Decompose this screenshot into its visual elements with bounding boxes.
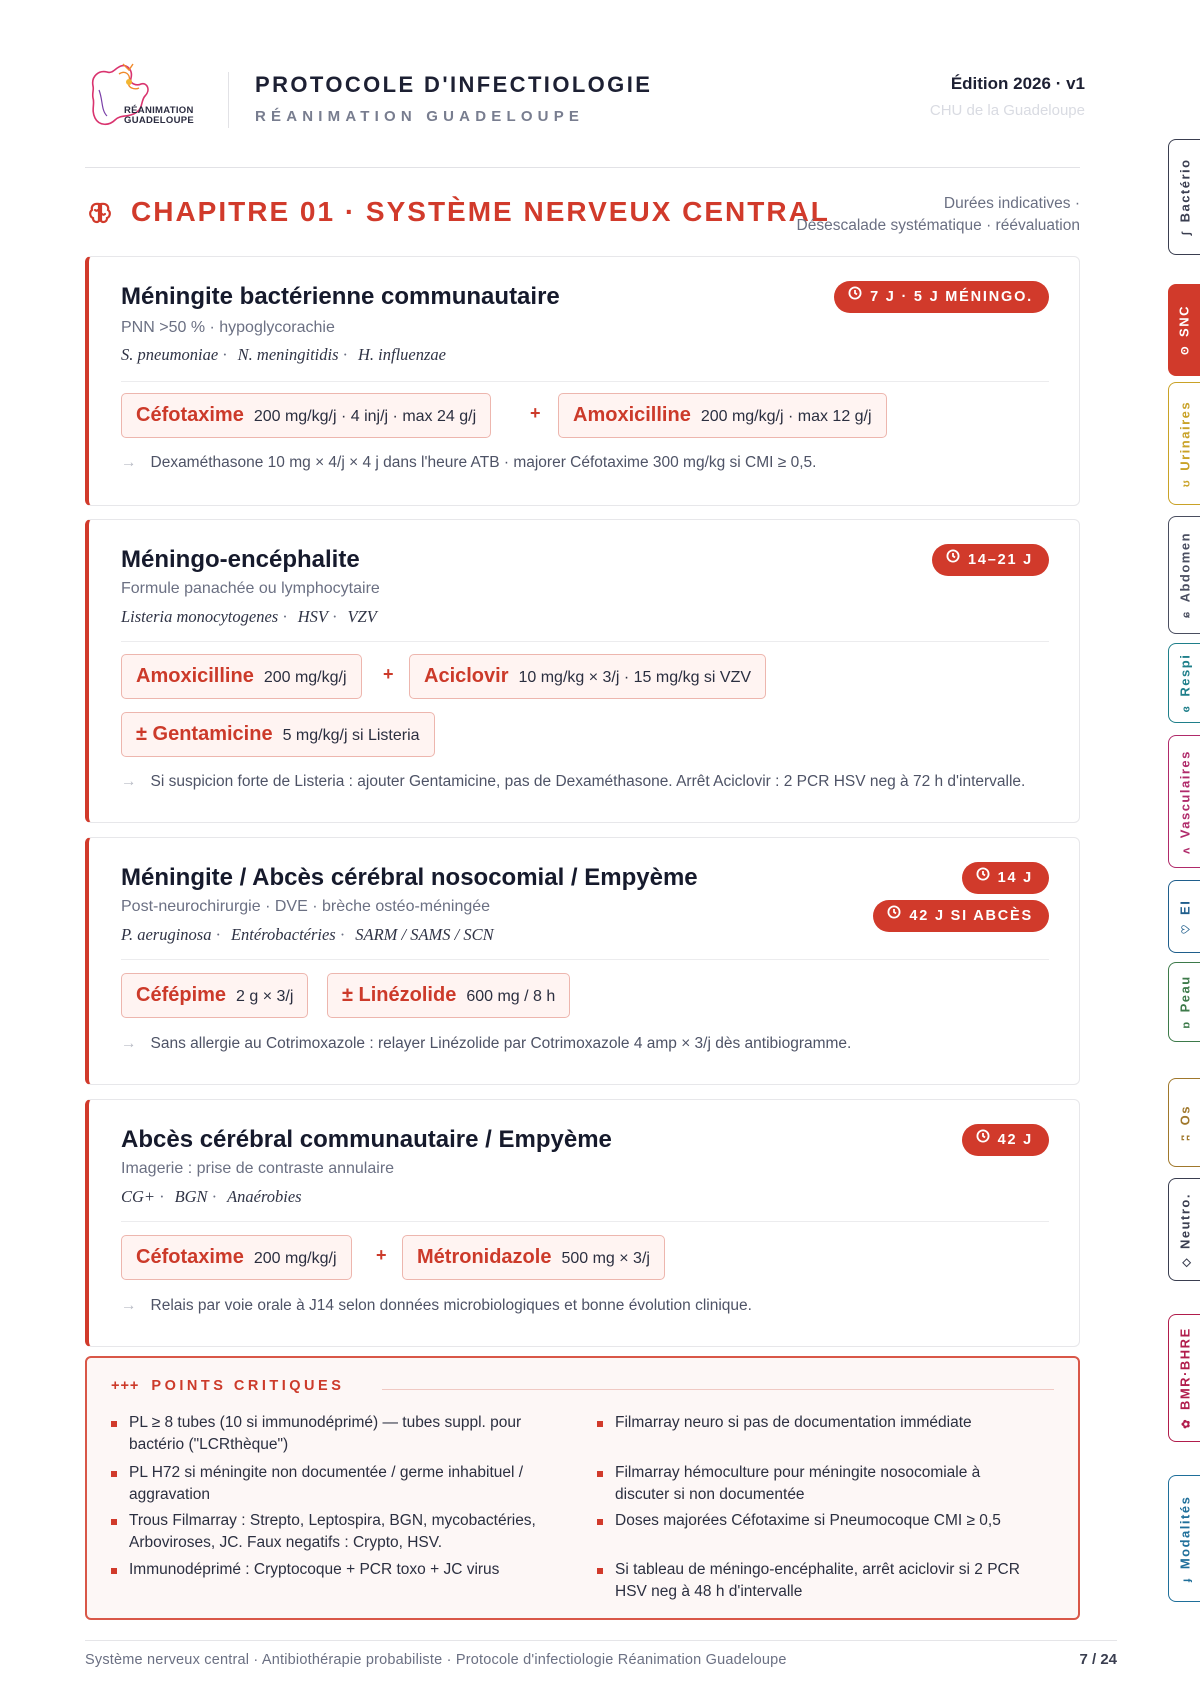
drug-chip (402, 1235, 665, 1280)
chapter-note (797, 193, 1080, 237)
tab-label: Modalités (1177, 1495, 1192, 1569)
germ: Listeria monocytogenes (121, 607, 279, 626)
card-title: Méningo-encéphalite (121, 546, 360, 573)
duration-badge (873, 900, 1049, 932)
page-number: 7 / 24 (1079, 1651, 1117, 1668)
arrow-right-icon: → (121, 454, 137, 471)
card-divider (121, 641, 1049, 642)
protocol-card (85, 519, 1080, 823)
drug-dose: 2 g × 3/j (236, 988, 294, 1005)
chapter-heading (85, 192, 1080, 242)
logo-text-line2: GUADELOUPE (124, 115, 195, 126)
note-text: Si suspicion forte de Listeria : ajouter Gentamicine, pas de Dexaméthasone. Arrêt Aciclovir : 2 PCR HSV neg à 72 h d'intervalle. (150, 773, 1026, 790)
list-item (597, 1412, 1037, 1434)
shield-icon: ◇ (1180, 1256, 1192, 1267)
hand-icon: ɒ (1180, 1020, 1192, 1029)
footer-rule (85, 1640, 1117, 1641)
protocol-card (85, 256, 1080, 506)
list-item-text: Filmarray hémoculture pour méningite nosocomiale à discuter si non documentée (615, 1464, 981, 1503)
syringe-icon: ɟ (1180, 1576, 1192, 1582)
duration-label: 42 J SI ABCÈS (909, 908, 1033, 924)
card-divider (121, 381, 1049, 382)
card-note (121, 1035, 851, 1053)
tab-label: SNC (1176, 304, 1192, 337)
list-item-text: Filmarray neuro si pas de documentation immédiate (615, 1414, 972, 1431)
tab-label: Respi (1177, 653, 1192, 697)
drug-name: ± Gentamicine (136, 723, 273, 745)
bone-icon: ʭ (1180, 1132, 1192, 1141)
tab-label: Peau (1177, 975, 1192, 1013)
drug-dose: 200 mg/kg/j (253, 1250, 337, 1267)
drug-chip (121, 973, 308, 1018)
list-item-text: Trous Filmarray : Strepto, Leptospira, BGN, mycobactéries, Arboviroses, JC. Faux negatifs : Crypto, HSV. (129, 1512, 536, 1551)
pulse-icon: ʌ (1180, 845, 1192, 854)
drug-chip (121, 1235, 352, 1280)
note-text: Sans allergie au Cotrimoxazole : relayer Linézolide par Cotrimoxazole 4 amp × 3/j dès antibiogramme. (150, 1035, 852, 1052)
germ: P. aeruginosa (121, 925, 212, 944)
drug-name: Céfotaxime (136, 1246, 244, 1268)
critical-points-box (85, 1356, 1080, 1620)
critical-prefix: +++ (111, 1378, 140, 1394)
duration-label: 7 J · 5 J MÉNINGO. (870, 289, 1033, 305)
critical-points-heading (111, 1378, 344, 1394)
bullet-icon (597, 1471, 603, 1477)
tab-neutro[interactable] (1168, 1178, 1200, 1281)
card-subtitle: Post-neurochirurgie · DVE · brèche ostéo-méningée (121, 898, 491, 915)
germ: Entérobactéries (230, 925, 336, 944)
document-subtitle: RÉANIMATION GUADELOUPE (255, 108, 585, 125)
duration-badge (932, 544, 1049, 576)
footer-caption: Système nerveux central · Antibiothérapie probabiliste · Protocole d'infectiologie Réanimation Guadeloupe (85, 1652, 787, 1668)
bullet-icon (597, 1421, 603, 1427)
arrow-right-icon: → (121, 773, 137, 790)
germ: SARM / SAMS / SCN (355, 925, 494, 944)
bacteria-icon: ʃ (1180, 230, 1192, 236)
bullet-icon (111, 1568, 117, 1574)
card-note (121, 773, 1025, 791)
tab-label: Bactério (1177, 158, 1192, 223)
list-item (111, 1462, 541, 1506)
plus-sign: + (530, 403, 541, 423)
arrow-right-icon: → (121, 1297, 137, 1314)
bullet-icon (111, 1471, 117, 1477)
drug-name: Amoxicilline (573, 404, 691, 426)
card-title: Méningite / Abcès cérébral nosocomial / Empyème (121, 864, 698, 891)
tab-label: Os (1177, 1104, 1192, 1125)
duration-badge (962, 862, 1049, 894)
clock-icon (946, 543, 960, 575)
drug-name: ± Linézolide (342, 984, 457, 1006)
germ: Anaérobies (227, 1187, 302, 1206)
list-item (111, 1412, 541, 1456)
bullet-icon (111, 1421, 117, 1427)
drug-dose: 10 mg/kg × 3/j · 15 mg/kg si VZV (518, 669, 752, 686)
duration-label: 14 J (997, 870, 1033, 886)
tab-peau[interactable] (1168, 962, 1200, 1042)
drug-dose: 200 mg/kg/j · max 12 g/j (700, 408, 872, 425)
tab-label: Urinaires (1177, 400, 1192, 471)
logo (85, 60, 205, 136)
list-item-text: Immunodéprimé : Cryptocoque + PCR toxo + JC virus (129, 1561, 500, 1578)
list-item (597, 1510, 1037, 1532)
drug-chip (121, 393, 491, 438)
tab-modalites[interactable] (1168, 1475, 1200, 1602)
clock-icon (976, 861, 990, 893)
tab-ei[interactable] (1168, 880, 1200, 953)
drug-name: Céfotaxime (136, 404, 244, 426)
list-item-text: PL ≥ 8 tubes (10 si immunodéprimé) — tubes suppl. pour bactério ("LCRthèque") (129, 1414, 522, 1453)
bullet-icon (111, 1519, 117, 1525)
drug-name: Céfépime (136, 984, 227, 1006)
edition-label: Édition 2026 · v1 (950, 74, 1085, 93)
tab-snc[interactable] (1168, 284, 1200, 376)
germ-list: CG+ · BGN · Anaérobies (121, 1187, 302, 1206)
germ: S. pneumoniae (121, 345, 219, 364)
biohazard-icon: ✿ (1180, 1418, 1192, 1429)
card-title: Méningite bactérienne communautaire (121, 283, 560, 310)
drug-chip (121, 712, 435, 757)
drug-dose: 200 mg/kg/j (263, 669, 347, 686)
bullet-icon (597, 1519, 603, 1525)
list-item-text: PL H72 si méningite non documentée / germe inhabituel / aggravation (129, 1464, 524, 1503)
brain-icon: ʘ (1179, 344, 1192, 356)
tab-bacterio[interactable] (1168, 139, 1200, 255)
drug-chip (409, 654, 766, 699)
chapter-title: CHAPITRE 01 · SYSTÈME NERVEUX CENTRAL (131, 196, 830, 227)
heart-icon: ♡ (1180, 922, 1192, 934)
protocol-card (85, 837, 1080, 1085)
drug-name: Amoxicilline (136, 665, 254, 687)
duration-label: 42 J (997, 1132, 1033, 1148)
card-subtitle: PNN >50 % · hypoglycorachie (121, 319, 335, 336)
critical-list-right (597, 1412, 1037, 1612)
stomach-icon: ɕ (1180, 610, 1192, 619)
card-divider (121, 959, 1049, 960)
hospital-label: CHU de la Guadeloupe (929, 102, 1085, 119)
header-rule (85, 167, 1080, 168)
note-text: Relais par voie orale à J14 selon données microbiologiques et bonne évolution clinique. (150, 1297, 752, 1314)
critical-rule (382, 1389, 1054, 1390)
drug-chip (121, 654, 362, 699)
card-title: Abcès cérébral communautaire / Empyème (121, 1126, 612, 1153)
clock-icon (976, 1123, 990, 1155)
plus-sign: + (383, 664, 394, 684)
drug-chip (327, 973, 570, 1018)
list-item-text: Doses majorées Céfotaxime si Pneumocoque CMI ≥ 0,5 (615, 1512, 1001, 1529)
clock-icon (848, 280, 862, 312)
drug-dose: 5 mg/kg/j si Listeria (282, 727, 420, 744)
germ-list: Listeria monocytogenes · HSV · VZV (121, 607, 377, 626)
card-note (121, 454, 816, 472)
duration-badge (962, 1124, 1049, 1156)
germ-list: P. aeruginosa · Entérobactéries · SARM / SAMS / SCN (121, 925, 494, 944)
brain-icon (87, 200, 113, 230)
card-subtitle: Formule panachée ou lymphocytaire (121, 580, 380, 597)
tab-label: Abdomen (1177, 531, 1192, 603)
germ: H. influenzae (358, 345, 446, 364)
drug-dose: 200 mg/kg/j · 4 inj/j · max 24 g/j (253, 408, 477, 425)
lungs-icon: ɞ (1180, 704, 1192, 713)
germ: VZV (347, 607, 377, 626)
list-item (111, 1559, 541, 1581)
logo-text-line1: RÉANIMATION (124, 105, 194, 116)
arrow-right-icon: → (121, 1035, 137, 1052)
drug-dose: 500 mg × 3/j (561, 1250, 650, 1267)
card-divider (121, 1221, 1049, 1222)
tab-label: Vasculaires (1177, 749, 1192, 838)
list-item (597, 1462, 1037, 1506)
plus-sign: + (376, 1245, 387, 1265)
list-item (597, 1559, 1037, 1603)
tab-label: BMR·BHRE (1177, 1327, 1192, 1411)
tab-vasculaires[interactable] (1168, 735, 1200, 868)
tab-label: Neutro. (1177, 1192, 1192, 1249)
list-item-text: Si tableau de méningo-encéphalite, arrêt aciclovir si 2 PCR HSV neg à 48 h d'intervalle (615, 1561, 1020, 1600)
tab-bmr-bhre[interactable] (1168, 1314, 1200, 1442)
germ-list: S. pneumoniae · N. meningitidis · H. influenzae (121, 345, 446, 364)
tab-os[interactable] (1168, 1078, 1200, 1167)
bullet-icon (597, 1568, 603, 1574)
germ: CG+ (121, 1187, 156, 1206)
germ: HSV (297, 607, 328, 626)
duration-badge (834, 281, 1049, 313)
page-header (85, 60, 1085, 140)
tab-label: EI (1177, 899, 1192, 915)
critical-title: POINTS CRITIQUES (151, 1378, 345, 1394)
duration-label: 14–21 J (967, 552, 1033, 568)
drug-name: Métronidazole (417, 1246, 552, 1268)
germ: BGN (174, 1187, 208, 1206)
tab-abdomen[interactable] (1168, 516, 1200, 634)
germ: N. meningitidis (237, 345, 339, 364)
header-divider (228, 72, 229, 128)
protocol-card (85, 1099, 1080, 1347)
list-item (111, 1510, 541, 1554)
drug-chip (558, 393, 887, 438)
chapter-note-line1: Durées indicatives · (943, 195, 1080, 212)
drug-name: Aciclovir (424, 665, 509, 687)
tab-urinaires[interactable] (1168, 382, 1200, 505)
drug-dose: 600 mg / 8 h (466, 988, 556, 1005)
chapter-note-line2: Désescalade systématique · réévaluation (796, 217, 1080, 234)
clock-icon (887, 899, 901, 931)
card-note (121, 1297, 752, 1315)
tab-respi[interactable] (1168, 643, 1200, 723)
note-text: Dexaméthasone 10 mg × 4/j × 4 j dans l'heure ATB · majorer Céfotaxime 300 mg/kg si CMI ≥ 0,5. (150, 454, 817, 471)
kidney-icon: ʊ (1180, 478, 1192, 487)
card-subtitle: Imagerie : prise de contraste annulaire (121, 1160, 395, 1177)
critical-list-left (111, 1412, 541, 1612)
document-title: PROTOCOLE D'INFECTIOLOGIE (255, 72, 653, 97)
